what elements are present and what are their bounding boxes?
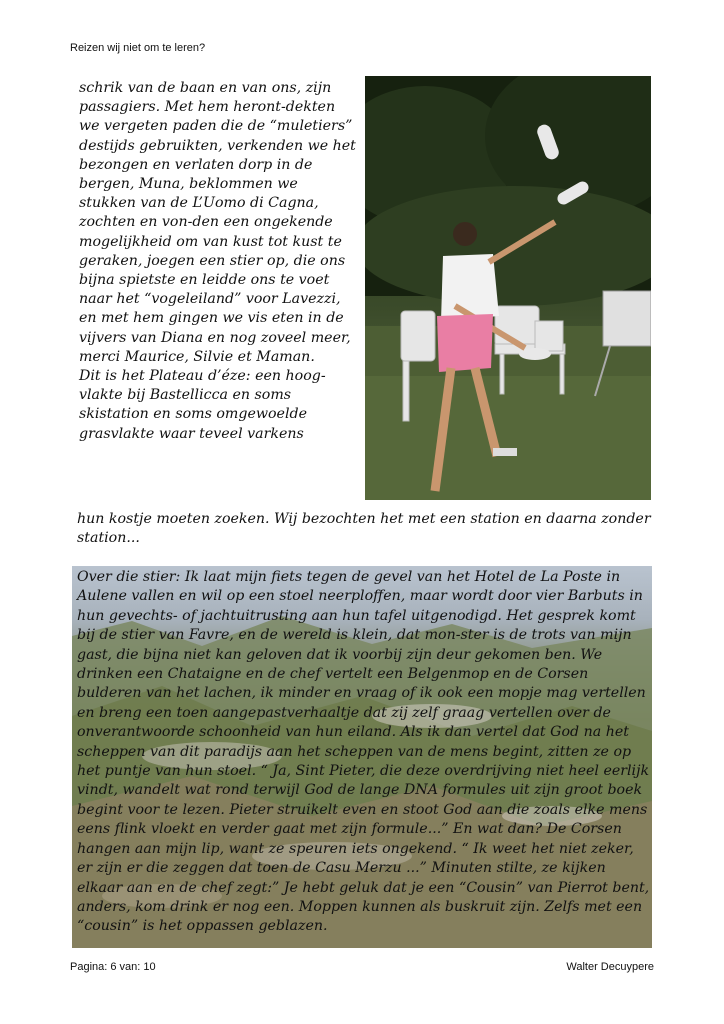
story-paragraph: Over die stier: Ik laat mijn fiets tegen de gevel van het Hotel de La Poste in Aulene vallen en wil op een stoel neerploffen, maar wordt door vier Barbuts in hun gevechts- of jachtuitrusting aan hun tafel uitgenodigd. Het gesprek komt bij de stier van Favre, en de wereld is klein, dat mon-ster is de trots van mijn gast, die bijna niet kan geloven dat ik voorbij zijn deur gekomen ben. We drinken een Chataigne en de chef vertelt een Belgenmop en de Corsen bulderen van het lachen, ik minder en vraag of ik ook een mopje mag vertellen en breng een toen aangepastverhaaltje dat zij zelf graag vertellen over de onverantwoorde schoonheid van hun eiland. Als ik dan vertel dat God na het scheppen van dit paradijs aan het scheppen van de mens begint, zitten ze op het puntje van hun stoel. “ Ja, Sint Pieter, die deze overdrijving niet heel eerlijk vindt, wandelt wat rond terwijl God de lange DNA formules uit zijn groot boek begint voor te lezen. Pieter struikelt even en stoot God aan die zoals elke mens eens flink vloekt en verder gaat met zijn formule...” En wat dan? De Corsen hangen aan mijn lip, want ze speuren iets ongekend. “ Ik weet het niet zeker, er zijn er die zeggen dat toen de Casu Merzu ...” Minuten stilte, ze kijken elkaar aan en de chef zegt:” Je hebt geluk dat je een “Cousin” van Pierrot bent, anders, kom drink er nog een. Moppen kunnen als buskruit zijn. Zelfs met een “cousin” is het oppassen geblazen. <box>77 569 650 935</box>
page-number: Pagina: 6 van: 10 <box>70 961 156 973</box>
column-paragraph-2: Dit is het Plateau d’éze: een hoog-vlakte bij Bastellicca en soms skistation en soms omgewoelde grasvlakte waar teveel varkens <box>79 368 326 442</box>
author-name: Walter Decuypere <box>566 961 654 973</box>
column-paragraph-1: schrik van de baan en van ons, zijn passagiers. Met hem heront-dekten we vergeten paden die de “muletiers” destijds gebruikten, verkenden we het bezongen en verlaten dorp in de bergen, Muna, beklommen we stukken van de L’Uomo di Cagna, zochten en von-den een ongekende mogelijkheid om van kust tot kust te geraken, joegen een stier op, die ons bijna spietste en leidde ons te voet naar het “vogeleiland” voor Lavezzi, en met hem gingen we vis eten in de vijvers van Diana en nog zoveel meer, merci Maurice, Silvie et Maman. <box>79 80 356 365</box>
column-text-block <box>79 79 359 444</box>
story-text-block <box>77 568 652 937</box>
juggler-photo <box>365 76 651 500</box>
page-header: Reizen wij niet om te leren? <box>70 42 206 54</box>
continuation-paragraph: hun kostje moeten zoeken. Wij bezochten het met een station en daarna zonder station... <box>77 511 651 547</box>
continuation-text-block <box>77 510 652 549</box>
